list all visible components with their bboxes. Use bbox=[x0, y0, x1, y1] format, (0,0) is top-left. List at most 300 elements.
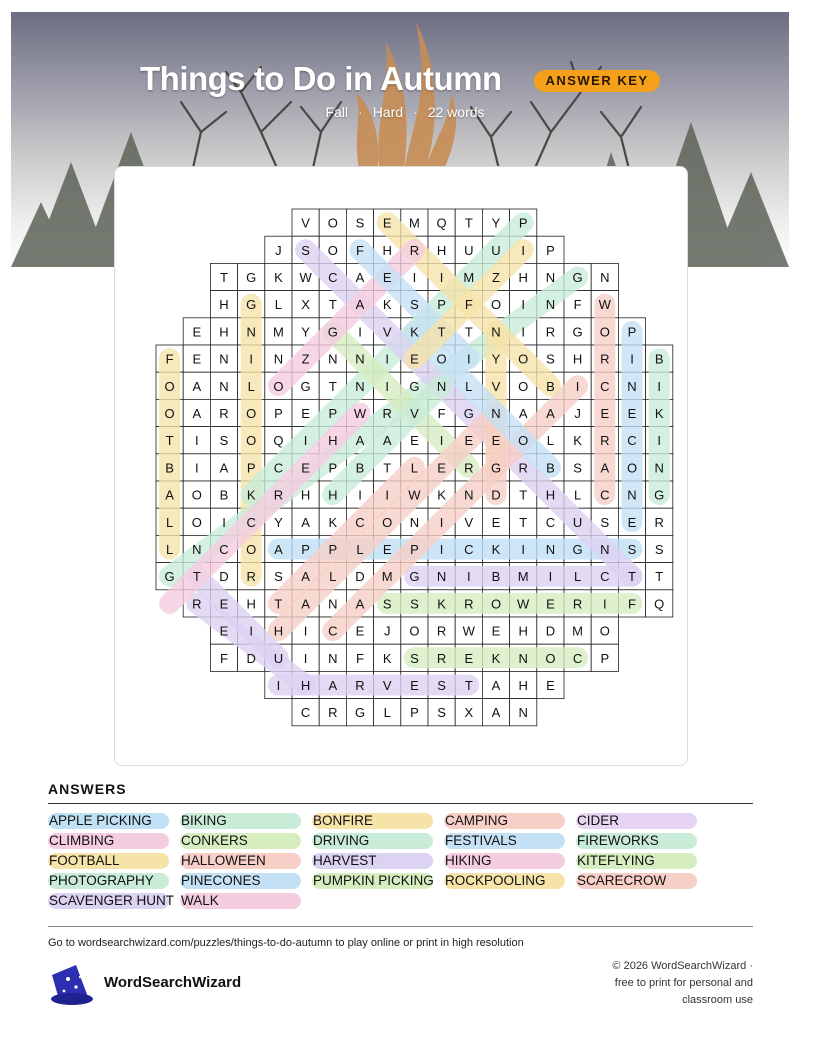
grid-letter: B bbox=[546, 460, 555, 476]
grid-letter: N bbox=[219, 378, 229, 394]
grid-letter: S bbox=[355, 215, 365, 231]
grid-letter: N bbox=[518, 705, 528, 721]
grid-letter: N bbox=[545, 270, 556, 285]
grid-letter: O bbox=[409, 623, 420, 639]
grid-letter: T bbox=[519, 487, 528, 503]
grid-letter: E bbox=[491, 514, 501, 530]
grid-letter: Y bbox=[491, 351, 501, 367]
grid-letter: R bbox=[464, 596, 474, 612]
grid-letter: N bbox=[355, 378, 365, 394]
answers-heading: ANSWERS bbox=[48, 781, 127, 797]
grid-letter: C bbox=[545, 514, 556, 530]
answer-word: FESTIVALS bbox=[444, 833, 565, 849]
wizard-hat-logo-icon bbox=[46, 963, 94, 1005]
grid-letter: S bbox=[573, 460, 582, 476]
grid-letter: K bbox=[328, 514, 338, 530]
grid-letter: N bbox=[600, 270, 610, 285]
grid-letter: C bbox=[219, 542, 229, 557]
grid-letter: L bbox=[247, 378, 255, 394]
grid-letter: P bbox=[546, 242, 555, 258]
grid-letter: A bbox=[165, 487, 174, 503]
grid-letter: Z bbox=[301, 351, 310, 367]
grid-letter: T bbox=[519, 514, 528, 530]
grid-letter: U bbox=[464, 242, 474, 258]
grid-letter: T bbox=[464, 324, 473, 340]
puzzle-meta bbox=[300, 104, 510, 120]
grid-letter: T bbox=[220, 270, 228, 285]
grid-letter: N bbox=[328, 596, 338, 612]
grid-letter: G bbox=[246, 270, 257, 285]
grid-letter: C bbox=[600, 487, 610, 503]
grid-letter: N bbox=[436, 378, 447, 394]
grid-letter: C bbox=[627, 433, 637, 449]
grid-letter: S bbox=[382, 596, 392, 612]
grid-letter: C bbox=[572, 650, 583, 666]
grid-letter: D bbox=[355, 569, 365, 585]
grid-letter: H bbox=[518, 678, 528, 693]
grid-letter: N bbox=[627, 378, 637, 394]
grid-letter: S bbox=[410, 596, 419, 612]
grid-letter: P bbox=[274, 406, 283, 421]
grid-letter: T bbox=[383, 460, 392, 476]
grid-letter: W bbox=[353, 406, 367, 421]
grid-letter: I bbox=[303, 433, 308, 449]
grid-letter: L bbox=[573, 569, 582, 585]
grid-letter: B bbox=[491, 569, 501, 585]
grid-letter: O bbox=[518, 351, 529, 367]
answer-word: BONFIRE bbox=[312, 813, 433, 829]
grid-letter: O bbox=[246, 542, 257, 557]
grid-letter: S bbox=[627, 542, 637, 557]
grid-letter: C bbox=[246, 514, 256, 530]
grid-letter: S bbox=[437, 678, 446, 693]
grid-letter: N bbox=[328, 351, 338, 367]
grid-letter: N bbox=[600, 542, 610, 557]
grid-letter: P bbox=[410, 542, 419, 557]
grid-letter: E bbox=[301, 406, 310, 421]
grid-letter: O bbox=[164, 406, 175, 421]
answer-key-badge: ANSWER KEY bbox=[534, 70, 660, 92]
grid-letter: E bbox=[464, 433, 474, 449]
grid-letter: N bbox=[409, 514, 420, 530]
grid-letter: K bbox=[410, 324, 419, 340]
grid-letter: U bbox=[273, 650, 284, 666]
grid-letter: K bbox=[573, 433, 582, 449]
grid-letter: T bbox=[328, 378, 337, 394]
grid-letter: B bbox=[165, 460, 174, 476]
grid-letter: C bbox=[328, 270, 338, 285]
grid-letter: Q bbox=[436, 215, 447, 231]
grid-letter: I bbox=[358, 324, 362, 340]
grid-letter: Z bbox=[492, 270, 500, 285]
grid-letter: O bbox=[490, 596, 502, 612]
grid-letter: S bbox=[410, 650, 419, 666]
grid-letter: J bbox=[383, 623, 391, 639]
grid-letter: A bbox=[491, 705, 501, 721]
grid-letter: Y bbox=[491, 215, 501, 231]
grid-letter: Q bbox=[654, 596, 665, 612]
grid-letter: T bbox=[437, 324, 446, 340]
answers-divider bbox=[48, 803, 753, 804]
grid-letter: B bbox=[654, 351, 664, 367]
grid-letter: H bbox=[382, 242, 392, 258]
grid-letter: O bbox=[246, 406, 257, 421]
grid-letter: L bbox=[410, 460, 419, 476]
grid-letter: O bbox=[518, 378, 529, 394]
grid-letter: A bbox=[355, 596, 365, 612]
grid-letter: I bbox=[657, 378, 662, 394]
meta-difficulty: Hard bbox=[372, 104, 404, 120]
grid-letter: I bbox=[222, 514, 226, 530]
grid-letter: R bbox=[545, 324, 556, 340]
grid-letter: E bbox=[382, 215, 392, 231]
grid-letter: A bbox=[192, 378, 202, 394]
grid-letter: N bbox=[491, 324, 501, 340]
grid-letter: N bbox=[219, 351, 229, 367]
grid-letter: V bbox=[464, 514, 474, 530]
grid-letter: A bbox=[355, 433, 365, 449]
grid-letter: V bbox=[382, 678, 392, 693]
grid-letter: H bbox=[300, 678, 311, 693]
grid-letter: R bbox=[382, 406, 392, 421]
grid-letter: P bbox=[301, 542, 310, 557]
grid-letter: F bbox=[437, 406, 446, 421]
grid-letter: V bbox=[410, 406, 419, 421]
grid-letter: P bbox=[600, 650, 610, 666]
grid-letter: S bbox=[600, 514, 610, 530]
grid-letter: K bbox=[437, 487, 446, 503]
grid-letter: A bbox=[328, 678, 338, 693]
answer-word: HIKING bbox=[444, 853, 565, 869]
grid-letter: I bbox=[602, 596, 607, 612]
answer-word: CIDER bbox=[576, 813, 697, 829]
grid-letter: B bbox=[219, 487, 229, 503]
grid-letter: F bbox=[356, 242, 364, 258]
answer-word: WALK bbox=[180, 893, 301, 909]
grid-letter: I bbox=[575, 378, 580, 394]
grid-letter: T bbox=[274, 596, 283, 612]
grid-letter: P bbox=[518, 215, 528, 231]
grid-letter: L bbox=[165, 542, 174, 557]
grid-letter: D bbox=[491, 487, 501, 503]
grid-letter: G bbox=[409, 569, 420, 585]
grid-letter: F bbox=[464, 297, 473, 313]
grid-letter: H bbox=[246, 596, 256, 612]
grid-letter: I bbox=[385, 351, 390, 367]
grid-letter: W bbox=[299, 270, 312, 285]
grid-letter: H bbox=[545, 487, 556, 503]
grid-letter: I bbox=[194, 460, 199, 476]
grid-letter: E bbox=[301, 460, 310, 476]
grid-letter: H bbox=[518, 623, 528, 639]
puzzle-title: Things to Do in Autumn bbox=[140, 60, 502, 97]
grid-letter: W bbox=[517, 596, 530, 612]
grid-letter: I bbox=[439, 433, 444, 449]
grid-letter: N bbox=[436, 569, 447, 585]
grid-letter: V bbox=[301, 215, 310, 231]
grid-letter: D bbox=[545, 623, 556, 639]
grid-letter: R bbox=[409, 242, 420, 258]
grid-letter: L bbox=[465, 378, 473, 394]
grid-letter: L bbox=[329, 569, 337, 585]
grid-letter: M bbox=[272, 324, 284, 340]
grid-letter: I bbox=[630, 351, 634, 367]
grid-letter: A bbox=[491, 678, 501, 693]
grid-letter: G bbox=[300, 378, 311, 394]
grid-letter: H bbox=[219, 324, 229, 340]
grid-letter: R bbox=[600, 351, 610, 367]
answer-word: FIREWORKS bbox=[576, 833, 697, 849]
meta-season: Fall bbox=[325, 104, 349, 120]
grid-letter: I bbox=[385, 378, 390, 394]
grid-letter: G bbox=[572, 270, 583, 285]
grid-letter: H bbox=[273, 623, 284, 639]
grid-letter: S bbox=[301, 242, 310, 258]
answer-word: KITEFLYING bbox=[576, 853, 697, 869]
grid-letter: E bbox=[382, 270, 392, 285]
grid-letter: I bbox=[194, 433, 199, 449]
grid-letter: O bbox=[599, 324, 610, 340]
grid-letter: A bbox=[274, 542, 283, 557]
grid-letter: K bbox=[491, 542, 501, 557]
grid-letter: L bbox=[356, 542, 364, 557]
grid-letter: D bbox=[246, 650, 256, 666]
grid-letter: G bbox=[572, 542, 583, 557]
grid-letter: R bbox=[192, 596, 202, 612]
grid-letter: Y bbox=[301, 324, 310, 340]
grid-letter: R bbox=[600, 433, 610, 449]
grid-letter: K bbox=[382, 650, 392, 666]
grid-letter: I bbox=[303, 650, 308, 666]
grid-letter: S bbox=[410, 297, 419, 313]
grid-letter: I bbox=[521, 542, 526, 557]
grid-letter: I bbox=[548, 569, 553, 585]
grid-letter: G bbox=[246, 297, 257, 313]
grid-letter: P bbox=[627, 324, 637, 340]
grid-letter: R bbox=[328, 705, 338, 721]
grid-letter: F bbox=[628, 596, 636, 612]
grid-letter: H bbox=[572, 351, 583, 367]
grid-letter: R bbox=[219, 406, 229, 421]
grid-letter: G bbox=[490, 460, 502, 476]
grid-letter: H bbox=[518, 270, 528, 285]
grid-letter: I bbox=[466, 569, 471, 585]
answer-word: BIKING bbox=[180, 813, 301, 829]
grid-letter: P bbox=[437, 297, 446, 313]
grid-letter: G bbox=[327, 324, 338, 340]
grid-letter: S bbox=[546, 351, 555, 367]
grid-letter: D bbox=[219, 569, 229, 585]
answer-word: CLIMBING bbox=[48, 833, 169, 849]
grid-letter: I bbox=[657, 433, 662, 449]
answer-word: CAMPING bbox=[444, 813, 565, 829]
grid-letter: E bbox=[491, 433, 501, 449]
copyright-line: © 2026 WordSearchWizard · bbox=[612, 960, 753, 972]
grid-letter: T bbox=[655, 569, 664, 585]
grid-letter: E bbox=[382, 542, 392, 557]
grid-letter: I bbox=[385, 487, 390, 503]
grid-letter: P bbox=[246, 460, 256, 476]
grid-letter: W bbox=[598, 297, 611, 313]
footer-link-text[interactable]: Go to wordsearchwizard.com/puzzles/things-to-do-autumn to play online or print in high resolution bbox=[48, 937, 524, 949]
grid-letter: F bbox=[356, 650, 364, 666]
grid-letter: L bbox=[573, 487, 582, 503]
grid-letter: W bbox=[462, 623, 475, 639]
grid-letter: S bbox=[654, 542, 664, 557]
grid-letter: H bbox=[300, 487, 311, 503]
grid-letter: K bbox=[491, 650, 501, 666]
grid-letter: J bbox=[275, 242, 282, 258]
answer-word: SCARECROW bbox=[576, 873, 697, 889]
answer-word: FOOTBALL bbox=[48, 853, 169, 869]
grid-letter: F bbox=[573, 297, 582, 313]
grid-letter: O bbox=[490, 297, 502, 313]
answer-word: ROCKPOOLING bbox=[444, 873, 565, 889]
grid-letter: E bbox=[192, 351, 202, 367]
grid-letter: O bbox=[273, 378, 284, 394]
grid-letter: V bbox=[491, 378, 501, 394]
grid-letter: K bbox=[382, 297, 392, 313]
copyright-line: free to print for personal and bbox=[614, 977, 753, 989]
grid-letter: I bbox=[521, 297, 526, 313]
grid-letter: N bbox=[518, 650, 528, 666]
grid-letter: C bbox=[328, 623, 338, 639]
grid-letter: O bbox=[327, 215, 338, 231]
grid-letter: C bbox=[600, 569, 610, 585]
grid-letter: I bbox=[276, 678, 281, 693]
grid-letter: O bbox=[164, 378, 175, 394]
grid-letter: Q bbox=[273, 433, 284, 449]
grid-letter: M bbox=[381, 569, 393, 585]
grid-letter: E bbox=[192, 324, 202, 340]
grid-letter: C bbox=[300, 705, 311, 721]
grid-letter: S bbox=[219, 433, 229, 449]
grid-letter: T bbox=[192, 569, 201, 585]
grid-letter: L bbox=[165, 514, 174, 530]
grid-letter: T bbox=[165, 433, 174, 449]
grid-letter: O bbox=[545, 650, 556, 666]
grid-letter: R bbox=[654, 514, 664, 530]
grid-letter: I bbox=[249, 623, 254, 639]
grid-letter: O bbox=[246, 433, 257, 449]
copyright-notice bbox=[553, 958, 753, 1009]
grid-letter: S bbox=[274, 569, 283, 585]
grid-letter: E bbox=[491, 623, 501, 639]
grid-letter: G bbox=[164, 569, 175, 585]
grid-letter: E bbox=[437, 460, 446, 476]
answer-word: APPLE PICKING bbox=[48, 813, 169, 829]
grid-letter: F bbox=[165, 351, 174, 367]
puzzle-card bbox=[114, 166, 688, 766]
grid-letter: O bbox=[626, 460, 638, 476]
grid-letter: T bbox=[464, 678, 473, 693]
grid-letter: M bbox=[408, 215, 420, 231]
grid-letter: G bbox=[354, 705, 366, 721]
answer-word: HARVEST bbox=[312, 853, 433, 869]
grid-letter: L bbox=[546, 433, 555, 449]
grid-letter: E bbox=[600, 406, 610, 421]
grid-letter: I bbox=[412, 270, 417, 285]
grid-letter: B bbox=[546, 378, 555, 394]
grid-letter: E bbox=[410, 433, 419, 449]
grid-letter: N bbox=[192, 542, 202, 557]
answer-word: HALLOWEEN bbox=[180, 853, 301, 869]
grid-letter: I bbox=[439, 270, 444, 285]
grid-letter: E bbox=[546, 596, 555, 612]
grid-letter: R bbox=[518, 460, 528, 476]
grid-letter: A bbox=[382, 433, 392, 449]
grid-letter: R bbox=[464, 460, 474, 476]
meta-separator: · bbox=[413, 104, 418, 120]
grid-letter: O bbox=[518, 433, 529, 449]
grid-letter: A bbox=[192, 406, 202, 421]
grid-letter: E bbox=[627, 514, 637, 530]
grid-letter: B bbox=[355, 460, 365, 476]
grid-letter: H bbox=[328, 487, 338, 503]
grid-letter: K bbox=[654, 406, 664, 421]
grid-letter: I bbox=[466, 351, 471, 367]
grid-letter: A bbox=[600, 460, 610, 476]
grid-letter: E bbox=[219, 596, 229, 612]
grid-letter: O bbox=[599, 623, 610, 639]
grid-letter: A bbox=[301, 596, 310, 612]
grid-letter: M bbox=[463, 270, 475, 285]
grid-letter: O bbox=[382, 514, 393, 530]
grid-letter: E bbox=[546, 678, 555, 693]
answer-word: PUMPKIN PICKING bbox=[313, 873, 434, 888]
grid-letter: T bbox=[328, 297, 337, 313]
grid-letter: C bbox=[600, 378, 610, 394]
grid-letter: E bbox=[464, 650, 474, 666]
grid-letter: S bbox=[437, 705, 446, 721]
grid-letter: J bbox=[574, 406, 581, 421]
grid-letter: C bbox=[464, 542, 474, 557]
grid-letter: H bbox=[436, 242, 447, 258]
grid-letter: A bbox=[301, 569, 310, 585]
grid-letter: I bbox=[303, 623, 308, 639]
grid-letter: P bbox=[328, 460, 338, 476]
answer-word: CONKERS bbox=[180, 833, 301, 849]
grid-letter: E bbox=[410, 351, 419, 367]
grid-letter: G bbox=[463, 406, 474, 421]
grid-letter: A bbox=[546, 406, 555, 421]
grid-letter: E bbox=[410, 678, 419, 693]
grid-letter: P bbox=[410, 705, 419, 721]
grid-letter: N bbox=[355, 351, 365, 367]
grid-letter: L bbox=[383, 705, 391, 721]
grid-letter: R bbox=[273, 487, 284, 503]
answer-word: PHOTOGRAPHY bbox=[48, 873, 169, 889]
grid-letter: H bbox=[328, 433, 338, 449]
grid-letter: E bbox=[627, 406, 637, 421]
copyright-line: classroom use bbox=[682, 994, 753, 1006]
grid-letter: N bbox=[464, 487, 474, 503]
grid-letter: O bbox=[191, 487, 202, 503]
grid-letter: C bbox=[273, 460, 284, 476]
grid-letter: P bbox=[328, 406, 338, 421]
word-search-grid bbox=[115, 167, 687, 765]
meta-word-count: 22 words bbox=[427, 104, 485, 120]
grid-letter: N bbox=[273, 351, 284, 367]
grid-letter: I bbox=[439, 514, 444, 530]
grid-letter: O bbox=[436, 351, 447, 367]
grid-letter: K bbox=[274, 270, 283, 285]
grid-letter: I bbox=[249, 351, 254, 367]
grid-letter: E bbox=[355, 623, 365, 639]
footer-divider bbox=[48, 926, 753, 927]
grid-letter: F bbox=[220, 650, 228, 666]
grid-letter: A bbox=[518, 406, 528, 421]
